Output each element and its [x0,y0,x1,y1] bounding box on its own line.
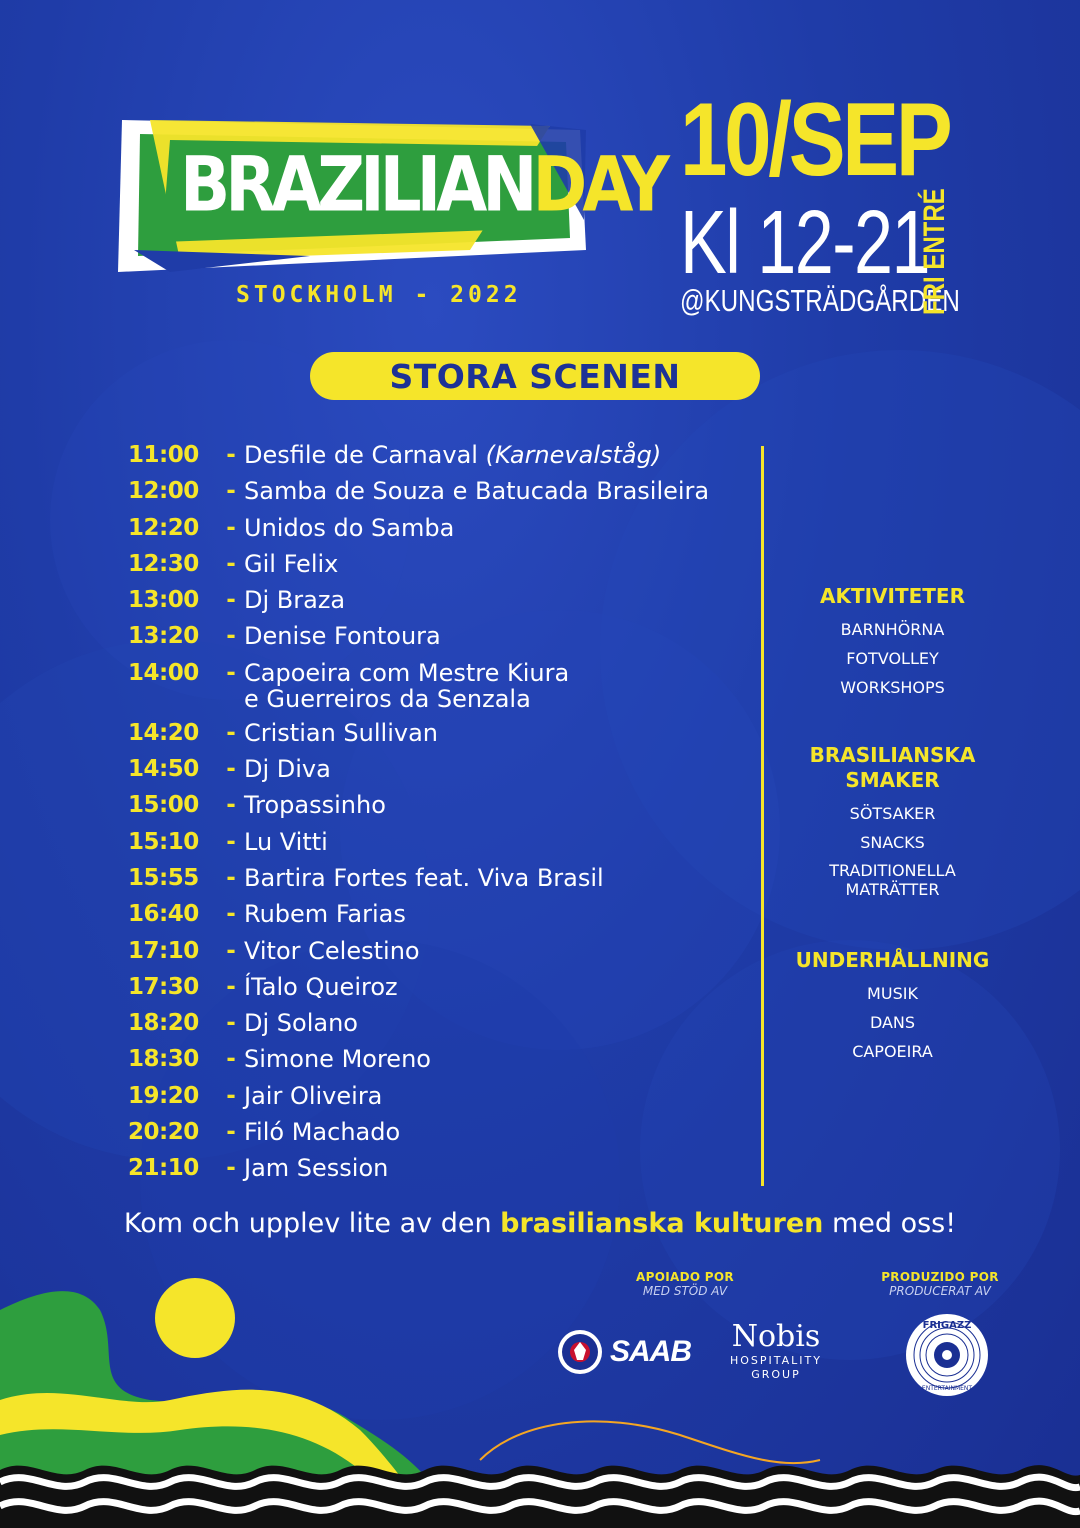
schedule-time: 14:50 [128,756,199,783]
produced-by-sv: PRODUCERAT AV [889,1284,991,1298]
tagline-highlight: brasilianska kulturen [500,1208,824,1239]
flavor-item: SÖTSAKER [849,804,936,823]
act-name-line-2: e Guerreiros da Senzala [244,684,531,713]
schedule-row [128,716,768,752]
flavors-title-2: SMAKER [845,768,940,792]
flavors-section [790,743,995,899]
schedule-row [128,970,768,1006]
entertainment-item: DANS [869,1013,916,1032]
schedule-act [244,970,768,1000]
schedule-row [128,1151,768,1187]
schedule-time: 16:40 [128,901,199,928]
act-name: Vitor Celestino [244,936,420,965]
schedule-act [244,656,768,712]
activity-item: BARNHÖRNA [840,620,945,639]
schedule-act [244,1151,768,1181]
landscape-decoration [0,1270,1080,1528]
event-hours: Kl 12-21 [680,193,929,293]
schedule-time: 14:20 [128,719,199,746]
schedule-separator: - [226,514,236,541]
saab-wordmark: SAAB [610,1335,692,1368]
schedule-separator: - [226,478,236,505]
schedule-time: 14:00 [128,659,199,686]
schedule-separator: - [226,442,236,468]
act-note: (Karnevalståg) [485,441,662,469]
schedule-time: 15:10 [128,828,199,855]
nobis-line-2: GROUP [751,1368,801,1381]
schedule-act [244,1079,768,1109]
act-name: Gil Felix [244,549,339,578]
schedule-act [244,547,768,577]
schedule-act [244,619,768,649]
schedule-separator: - [226,901,236,928]
schedule-separator: - [226,756,236,783]
frigazz-subtitle: ENTERTAINMENT [921,1385,973,1392]
schedule-row [128,1006,768,1042]
schedule-separator: - [226,623,236,650]
schedule-time: 12:20 [128,514,199,541]
schedule-row [128,861,768,897]
flavor-item: SNACKS [860,833,925,852]
logo-brand-main: BRAZILIAN [180,140,533,229]
produced-by-pt: PRODUZIDO POR [881,1270,999,1284]
schedule-act [244,1006,768,1036]
logo-wordmark [180,139,665,231]
schedule-row [128,438,768,474]
schedule-row [128,825,768,861]
schedule-row [128,788,768,824]
act-name: Filó Machado [244,1118,401,1147]
free-entry-label: FRI ENTRÉ [918,188,951,315]
tagline-start: Kom och upplev lite av den [123,1208,501,1239]
flavor-item: TRADITIONELLA [829,861,956,880]
schedule-act [244,1115,768,1145]
schedule-separator: - [226,550,236,577]
schedule-list [128,438,768,1188]
supported-by-sv: MED STÖD AV [642,1284,728,1298]
schedule-separator: - [226,1010,236,1037]
entertainment-item: MUSIK [867,984,918,1003]
schedule-time: 12:00 [128,478,199,505]
schedule-row [128,934,768,970]
schedule-act [244,438,768,468]
schedule-time: 13:20 [128,623,199,650]
act-name: Samba de Souza e Batucada Brasileira [244,477,710,506]
schedule-time: 15:55 [128,864,199,891]
schedule-act [244,474,768,504]
schedule-separator: - [226,828,236,855]
schedule-row [128,1115,768,1151]
schedule-time: 20:20 [128,1119,199,1146]
schedule-separator: - [226,792,236,819]
schedule-separator: - [226,1082,236,1109]
act-name: Bartira Fortes feat. Viva Brasil [244,863,604,892]
schedule-row [128,619,768,655]
entertainment-item: CAPOEIRA [852,1042,933,1061]
schedule-time: 18:20 [128,1010,199,1037]
schedule-row [128,656,768,716]
sun-icon [155,1278,235,1358]
nobis-line-1: HOSPITALITY [730,1354,822,1367]
event-venue: @KUNGSTRÄDGÅRDEN [680,283,960,318]
activities-section [790,584,995,702]
stage-title: STORA SCENEN [310,352,760,400]
schedule-act [244,752,768,782]
act-name: Dj Braza [244,586,346,615]
act-name: Denise Fontoura [244,622,441,651]
act-name: Dj Solano [244,1009,358,1038]
schedule-separator: - [226,973,236,1000]
schedule-act [244,825,768,855]
act-name: Rubem Farias [244,900,406,929]
entertainment-title: UNDERHÅLLNING [795,948,990,972]
schedule-time: 17:30 [128,973,199,1000]
event-date: 10/SEP [680,82,950,198]
act-name: Lu Vitti [244,827,328,856]
schedule-separator: - [226,864,236,891]
flavors-title: BRASILIANSKA [809,743,976,767]
schedule-time: 17:10 [128,937,199,964]
frigazz-wordmark: FRIGAZZ [922,1320,972,1331]
schedule-separator: - [226,659,236,686]
schedule-row [128,1079,768,1115]
schedule-row [128,752,768,788]
schedule-separator: - [226,1155,236,1182]
schedule-row [128,547,768,583]
act-name: Jair Oliveira [244,1081,383,1110]
tagline [0,1208,1080,1239]
schedule-time: 15:00 [128,792,199,819]
schedule-act [244,934,768,964]
supported-by-pt: APOIADO POR [636,1270,734,1284]
schedule-act [244,716,768,746]
act-name: Dj Diva [244,755,331,784]
act-name: Jam Session [244,1154,389,1183]
schedule-row [128,511,768,547]
schedule-separator: - [226,719,236,746]
act-name: Desfile de Carnaval [244,441,478,469]
schedule-act [244,583,768,613]
schedule-time: 18:30 [128,1046,199,1073]
nobis-wordmark: Nobis [731,1319,821,1354]
logo-city-year: STOCKHOLM - 2022 [236,282,522,308]
act-name: Cristian Sullivan [244,718,438,747]
schedule-row [128,1042,768,1078]
schedule-act [244,788,768,818]
divider-line [761,446,764,1186]
schedule-separator: - [226,587,236,614]
tagline-end: med oss! [823,1208,957,1239]
schedule-separator: - [226,937,236,964]
schedule-time: 19:20 [128,1082,199,1109]
flavor-item-2: MATRÄTTER [845,880,940,899]
schedule-separator: - [226,1046,236,1073]
schedule-time: 11:00 [128,442,199,468]
schedule-act [244,897,768,927]
schedule-separator: - [226,1119,236,1146]
activity-item: FOTVOLLEY [846,649,939,668]
activity-item: WORKSHOPS [840,678,945,697]
schedule-act [244,511,768,541]
act-name: Simone Moreno [244,1045,431,1074]
schedule-row [128,474,768,510]
schedule-time: 12:30 [128,550,199,577]
schedule-act [244,1042,768,1072]
act-name: ÍTalo Queiroz [244,972,398,1001]
schedule-row [128,897,768,933]
schedule-row [128,583,768,619]
schedule-time: 21:10 [128,1155,199,1182]
act-name: Tropassinho [244,791,386,820]
schedule-time: 13:00 [128,587,199,614]
entertainment-section [790,948,995,1066]
activities-title: AKTIVITETER [820,584,965,608]
act-name: Unidos do Samba [244,513,455,542]
act-name: Capoeira com Mestre Kiura [244,658,570,687]
logo-brand-accent: DAY [532,140,665,229]
schedule-act [244,861,768,891]
